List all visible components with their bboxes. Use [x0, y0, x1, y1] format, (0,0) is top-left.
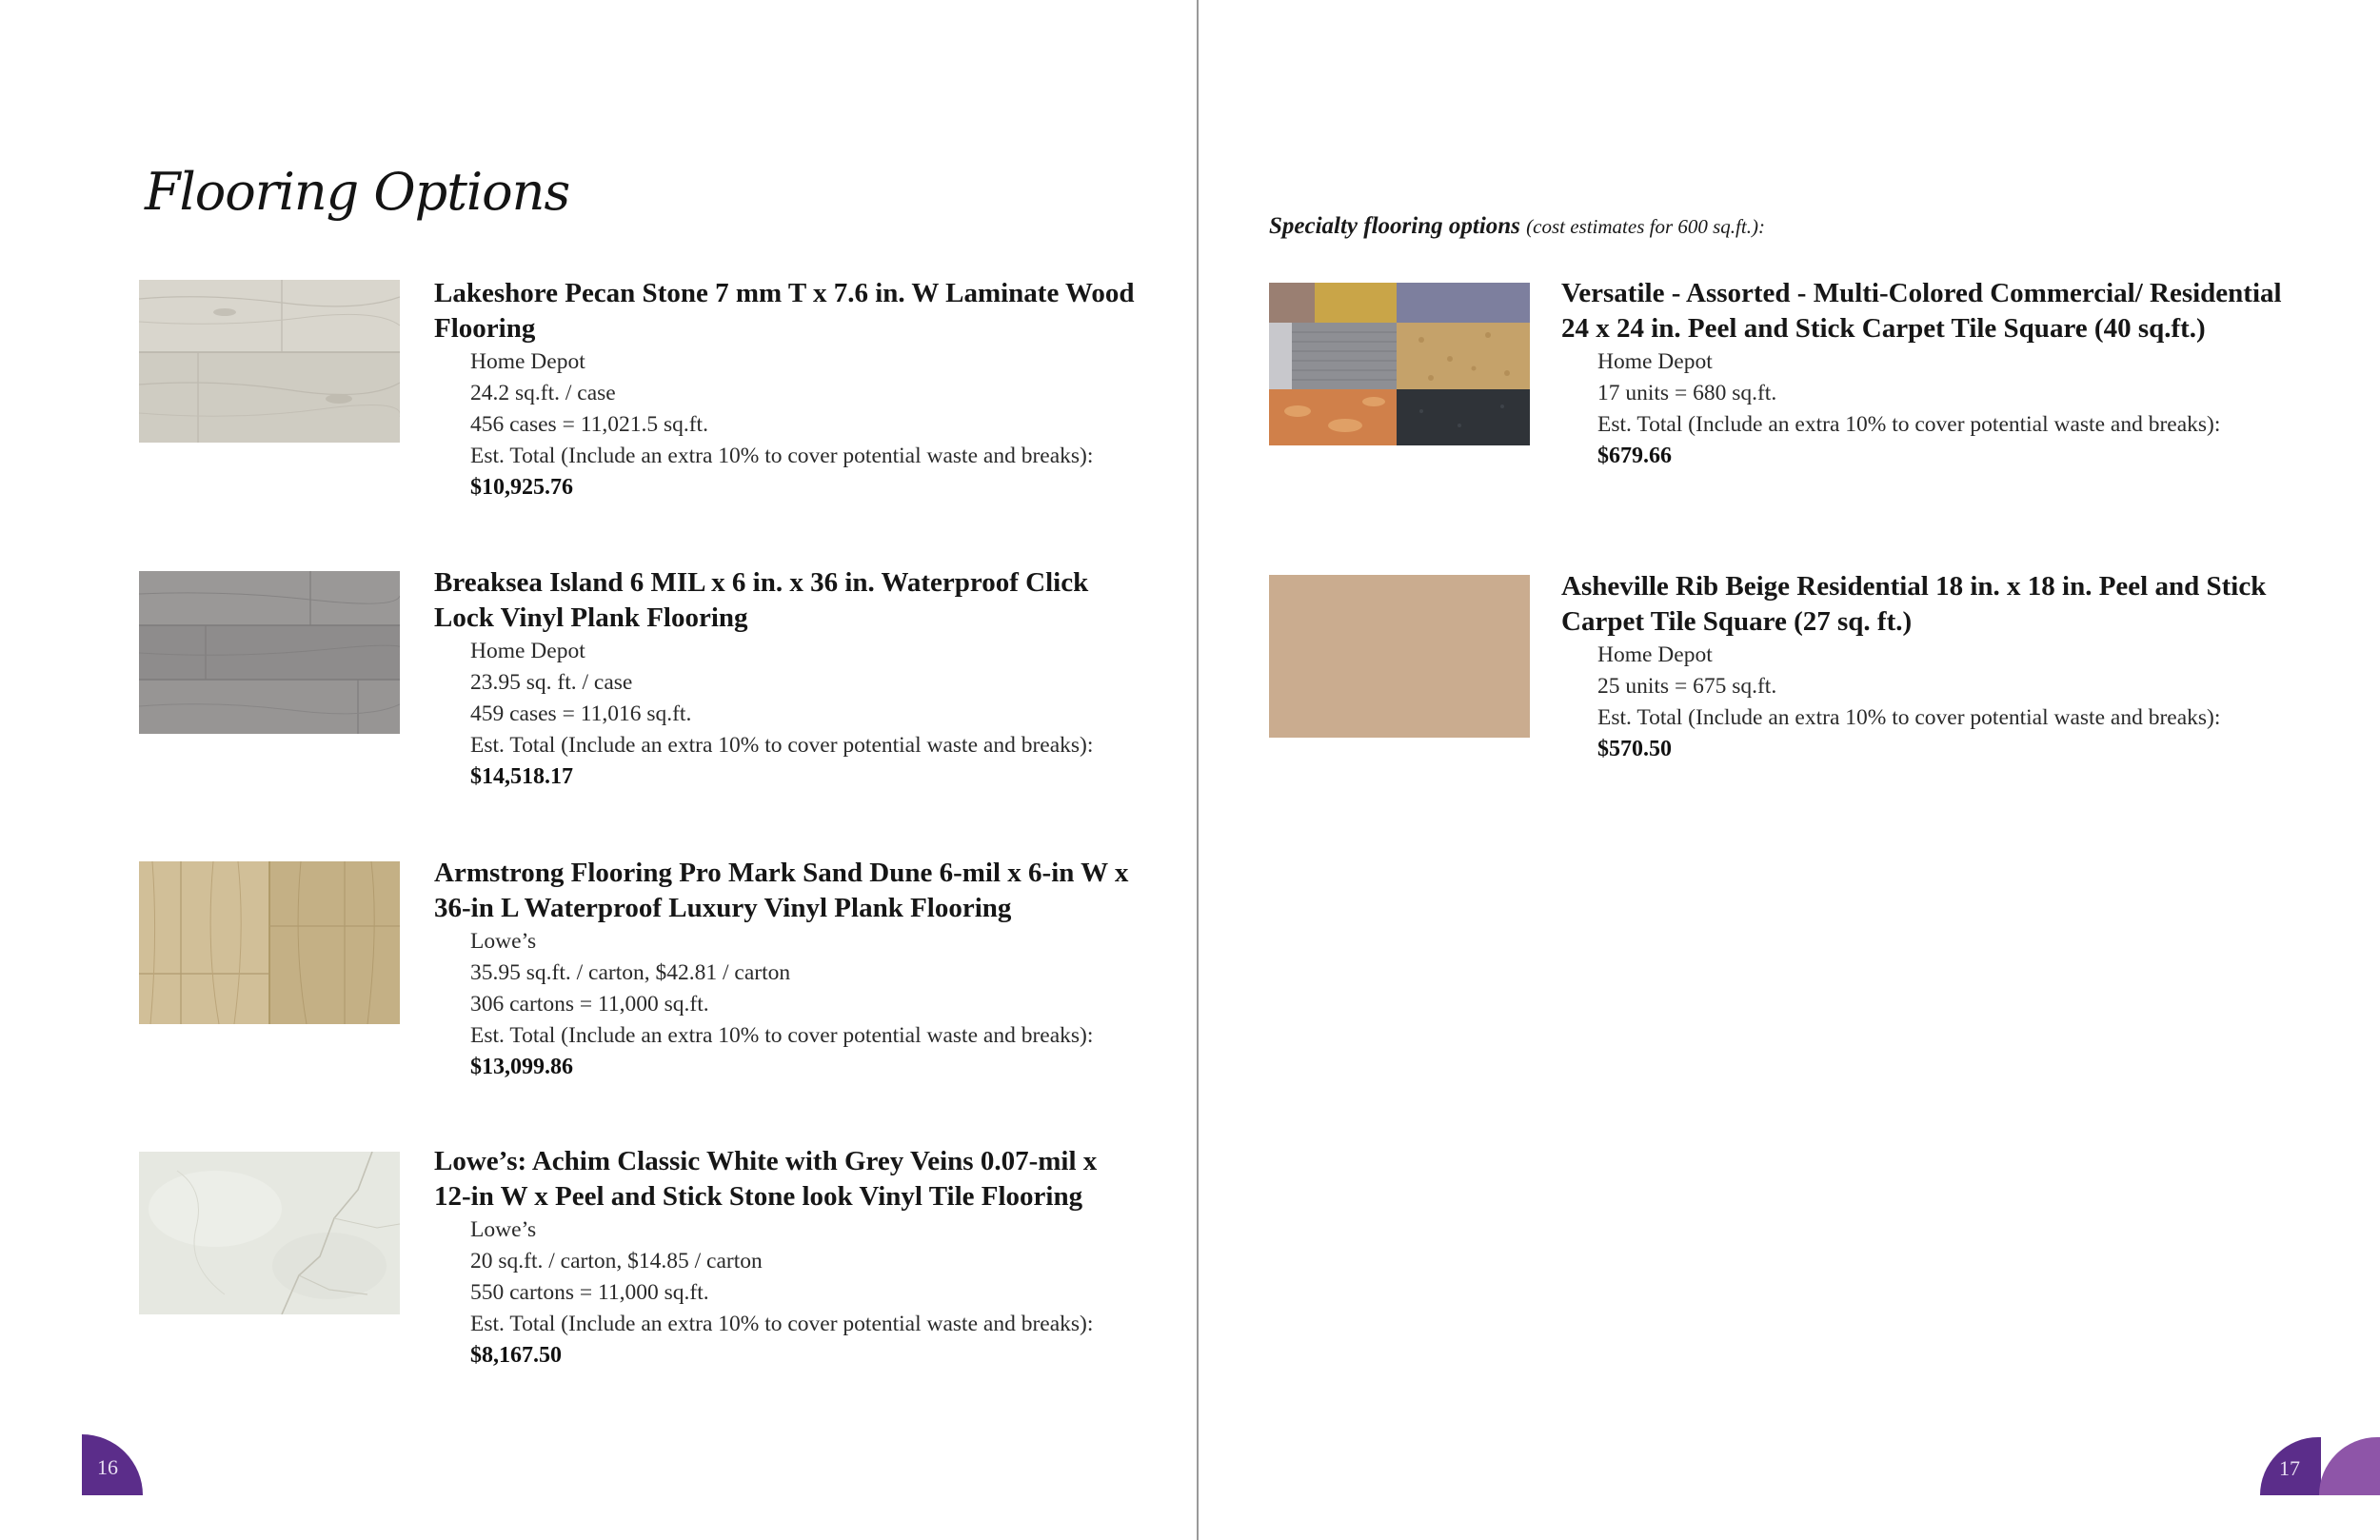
product-retailer: Home Depot — [1597, 349, 1713, 374]
product-title: Versatile - Assorted - Multi-Colored Commercial/ Residential 24 x 24 in. Peel and Stick Carpet Tile Square (40 sq.ft.) — [1561, 278, 2282, 344]
product-coverage: 23.95 sq. ft. / case — [470, 670, 633, 695]
product-title: Armstrong Flooring Pro Mark Sand Dune 6-mil x 6-in W x 36-in L Waterproof Luxury Vinyl Plank Flooring — [434, 858, 1129, 923]
product-retailer: Home Depot — [470, 349, 585, 374]
product-estimate-label: Est. Total (Include an extra 10% to cover potential waste and breaks): — [470, 1312, 1094, 1336]
product-estimate-label: Est. Total (Include an extra 10% to cover potential waste and breaks): — [470, 444, 1094, 468]
product-quantity: 456 cases = 11,021.5 sq.ft. — [470, 412, 708, 437]
page-number-badge-left — [82, 1434, 143, 1495]
product-breaksea-island — [434, 565, 1139, 793]
product-estimate-label: Est. Total (Include an extra 10% to cover potential waste and breaks): — [1597, 412, 2221, 437]
product-coverage: 35.95 sq.ft. / carton, $42.81 / carton — [470, 960, 791, 985]
page-corner-decoration — [2319, 1437, 2380, 1495]
product-total: $13,099.86 — [470, 1055, 573, 1079]
page-number-badge-right — [2260, 1437, 2321, 1495]
product-retailer: Lowe’s — [470, 929, 537, 954]
product-quantity: 17 units = 680 sq.ft. — [1597, 381, 1777, 405]
product-achim-classic-white — [434, 1144, 1139, 1372]
product-total: $8,167.50 — [470, 1343, 562, 1368]
product-total: $14,518.17 — [470, 764, 573, 789]
product-estimate-label: Est. Total (Include an extra 10% to cover potential waste and breaks): — [470, 733, 1094, 758]
product-coverage: 24.2 sq.ft. / case — [470, 381, 616, 405]
product-title: Asheville Rib Beige Residential 18 in. x 18 in. Peel and Stick Carpet Tile Square (27 sq. ft.) — [1561, 571, 2267, 637]
product-total: $570.50 — [1597, 737, 1672, 761]
page-number: 17 — [2279, 1456, 2300, 1480]
product-title: Lowe’s: Achim Classic White with Grey Veins 0.07-mil x 12-in W x Peel and Stick Stone look Vinyl Tile Flooring — [434, 1146, 1098, 1212]
page-title: Flooring Options — [145, 162, 570, 222]
product-retailer: Lowe’s — [470, 1217, 537, 1242]
product-coverage: 20 sq.ft. / carton, $14.85 / carton — [470, 1249, 763, 1273]
product-versatile-carpet-tile — [1561, 276, 2313, 472]
product-quantity: 550 cartons = 11,000 sq.ft. — [470, 1280, 709, 1305]
product-quantity: 459 cases = 11,016 sq.ft. — [470, 701, 692, 726]
beige-carpet-tile-swatch — [1269, 575, 1530, 738]
product-retailer: Home Depot — [470, 639, 585, 663]
product-title: Lakeshore Pecan Stone 7 mm T x 7.6 in. W Laminate Wood Flooring — [434, 278, 1135, 344]
product-quantity: 306 cartons = 11,000 sq.ft. — [470, 992, 709, 1017]
product-asheville-rib-beige — [1561, 569, 2313, 765]
grey-vinyl-plank-swatch — [139, 571, 400, 734]
product-armstrong-sand-dune — [434, 856, 1139, 1083]
page-spine-divider — [1197, 0, 1199, 1540]
product-total: $10,925.76 — [470, 475, 573, 500]
multicolor-carpet-tiles-swatch — [1269, 283, 1530, 445]
product-quantity: 25 units = 675 sq.ft. — [1597, 674, 1777, 699]
specialty-heading-note: (cost estimates for 600 sq.ft.): — [1526, 215, 1765, 238]
product-retailer: Home Depot — [1597, 642, 1713, 667]
product-estimate-label: Est. Total (Include an extra 10% to cover potential waste and breaks): — [1597, 705, 2221, 730]
page-number: 16 — [97, 1455, 118, 1479]
product-lakeshore-pecan — [434, 276, 1139, 503]
product-title: Breaksea Island 6 MIL x 6 in. x 36 in. Waterproof Click Lock Vinyl Plank Flooring — [434, 567, 1089, 633]
product-estimate-label: Est. Total (Include an extra 10% to cover potential waste and breaks): — [470, 1023, 1094, 1048]
light-oak-laminate-swatch — [139, 280, 400, 443]
product-total: $679.66 — [1597, 444, 1672, 468]
specialty-heading-title: Specialty flooring options — [1269, 213, 1520, 239]
specialty-heading — [1269, 213, 1765, 240]
sand-vinyl-plank-swatch — [139, 861, 400, 1024]
white-marble-tile-swatch — [139, 1152, 400, 1314]
